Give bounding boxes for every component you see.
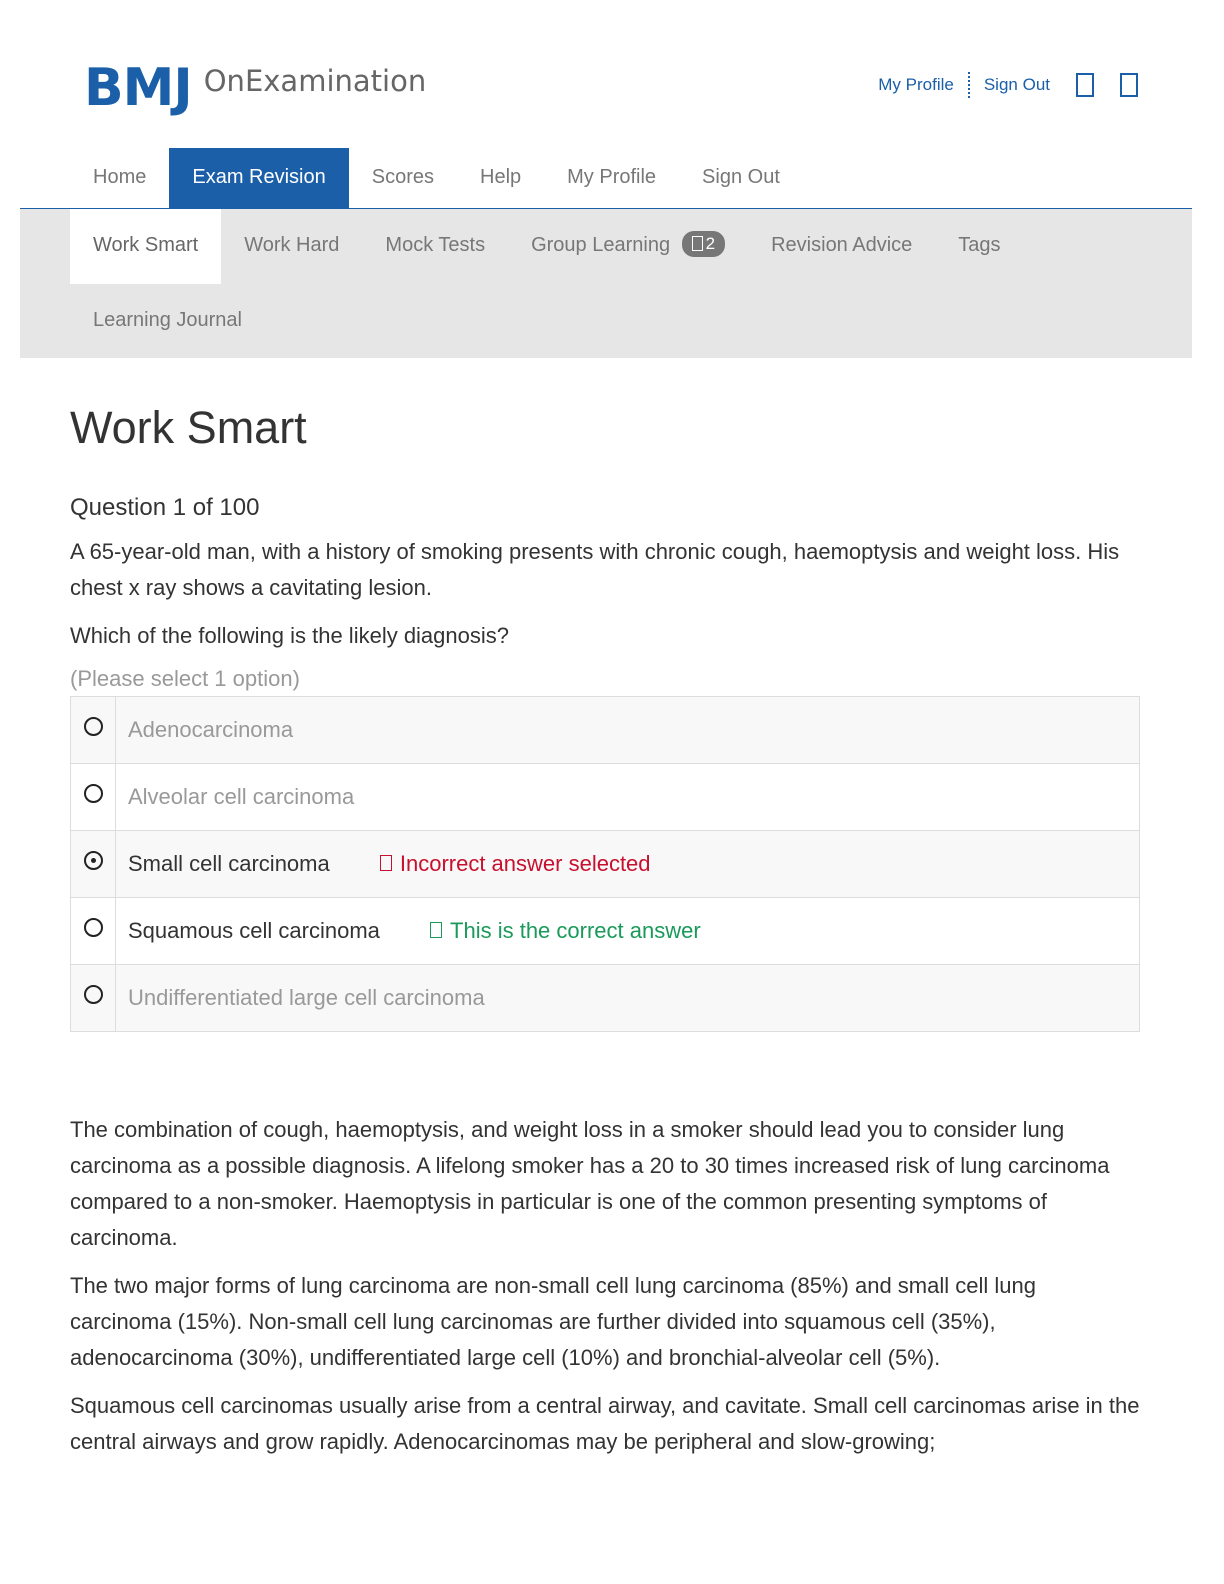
main-nav: [20, 148, 1192, 209]
radio-button-checked[interactable]: [84, 851, 103, 870]
cross-icon: [380, 855, 392, 871]
option-label[interactable]: Adenocarcinoma: [116, 697, 1140, 764]
group-learning-badge: [682, 231, 725, 257]
answer-options: [70, 696, 1140, 1032]
main-nav-exam-revision[interactable]: Exam Revision: [169, 148, 348, 208]
main-nav-my-profile[interactable]: My Profile: [567, 166, 657, 188]
settings-icon[interactable]: [1120, 73, 1138, 97]
top-links: [878, 72, 1138, 98]
sub-nav-work-smart[interactable]: Work Smart: [70, 209, 221, 284]
group-learning-count: 2: [705, 233, 716, 253]
option-row[interactable]: [71, 965, 1140, 1032]
option-label: Small cell carcinoma: [128, 851, 330, 876]
main-nav-help[interactable]: Help: [480, 166, 522, 188]
main-nav-sign-out[interactable]: Sign Out: [702, 166, 780, 188]
radio-button[interactable]: [84, 918, 103, 937]
radio-button[interactable]: [84, 985, 103, 1004]
bmj-logo[interactable]: [84, 58, 427, 118]
top-link-sign-out[interactable]: Sign Out: [983, 75, 1050, 94]
group-learning-label: Group Learning: [531, 234, 671, 256]
option-label: Squamous cell carcinoma: [128, 918, 380, 943]
explanation-paragraph: Squamous cell carcinomas usually arise from a central airway, and cavitate. Small cell carcinomas arise in the central airways and grow rapidly. Adenocarcinomas may be peripheral and slow-growing;: [70, 1393, 1140, 1454]
question-prompt: Which of the following is the likely diagnosis?: [70, 623, 510, 648]
main-nav-home[interactable]: Home: [93, 166, 147, 188]
sub-nav-mock-tests[interactable]: Mock Tests: [385, 234, 486, 256]
question-counter: Question 1 of 100: [70, 494, 260, 521]
sub-nav-revision-advice[interactable]: Revision Advice: [771, 234, 913, 256]
top-link-my-profile[interactable]: My Profile: [878, 75, 954, 94]
share-icon[interactable]: [1076, 73, 1094, 97]
explanation: [70, 1112, 1140, 1460]
radio-button[interactable]: [84, 717, 103, 736]
option-row-correct[interactable]: [71, 898, 1140, 965]
option-label[interactable]: Undifferentiated large cell carcinoma: [116, 965, 1140, 1032]
incorrect-feedback: [380, 851, 651, 876]
group-icon: [692, 236, 703, 251]
option-row-selected[interactable]: [71, 831, 1140, 898]
question-stem: A 65-year-old man, with a history of smoking presents with chronic cough, haemoptysis and weight loss. His chest x ray shows a cavitating lesion.: [70, 539, 1120, 600]
option-row[interactable]: [71, 697, 1140, 764]
correct-feedback-text: This is the correct answer: [450, 918, 701, 943]
page-title: Work Smart: [70, 402, 307, 453]
check-icon: [430, 922, 442, 938]
logo-sub: OnExamination: [203, 64, 427, 98]
explanation-paragraph: The combination of cough, haemoptysis, and weight loss in a smoker should lead you to consider lung carcinoma as a possible diagnosis. A lifelong smoker has a 20 to 30 times increased risk of lung carcinoma compared to a non-smoker. Haemoptysis in particular is one of the common presenting symptoms of carcinoma.: [70, 1117, 1110, 1250]
explanation-paragraph: The two major forms of lung carcinoma are non-small cell lung carcinoma (85%) and small cell lung carcinoma (15%). Non-small cell lung carcinomas are further divided into squamous cell (35%), adenocarcinoma (30%), undifferentiated large cell (10%) and bronchial-alveolar cell (5%).: [70, 1273, 1036, 1370]
sub-nav-learning-journal[interactable]: Learning Journal: [93, 309, 242, 331]
logo-main: BMJ: [84, 58, 192, 118]
sub-nav-work-hard[interactable]: Work Hard: [244, 234, 340, 256]
main-content: [70, 358, 1140, 1460]
sub-nav-tags[interactable]: Tags: [958, 234, 1001, 256]
sub-nav: [20, 209, 1192, 358]
selection-hint: (Please select 1 option): [70, 666, 300, 691]
option-label[interactable]: Alveolar cell carcinoma: [116, 764, 1140, 831]
option-row[interactable]: [71, 764, 1140, 831]
site-header: [0, 0, 1224, 148]
main-nav-scores[interactable]: Scores: [371, 166, 434, 188]
radio-button[interactable]: [84, 784, 103, 803]
top-link-divider: [968, 72, 970, 98]
correct-feedback: [430, 918, 701, 943]
sub-nav-group-learning[interactable]: [508, 209, 748, 284]
incorrect-feedback-text: Incorrect answer selected: [399, 851, 651, 876]
